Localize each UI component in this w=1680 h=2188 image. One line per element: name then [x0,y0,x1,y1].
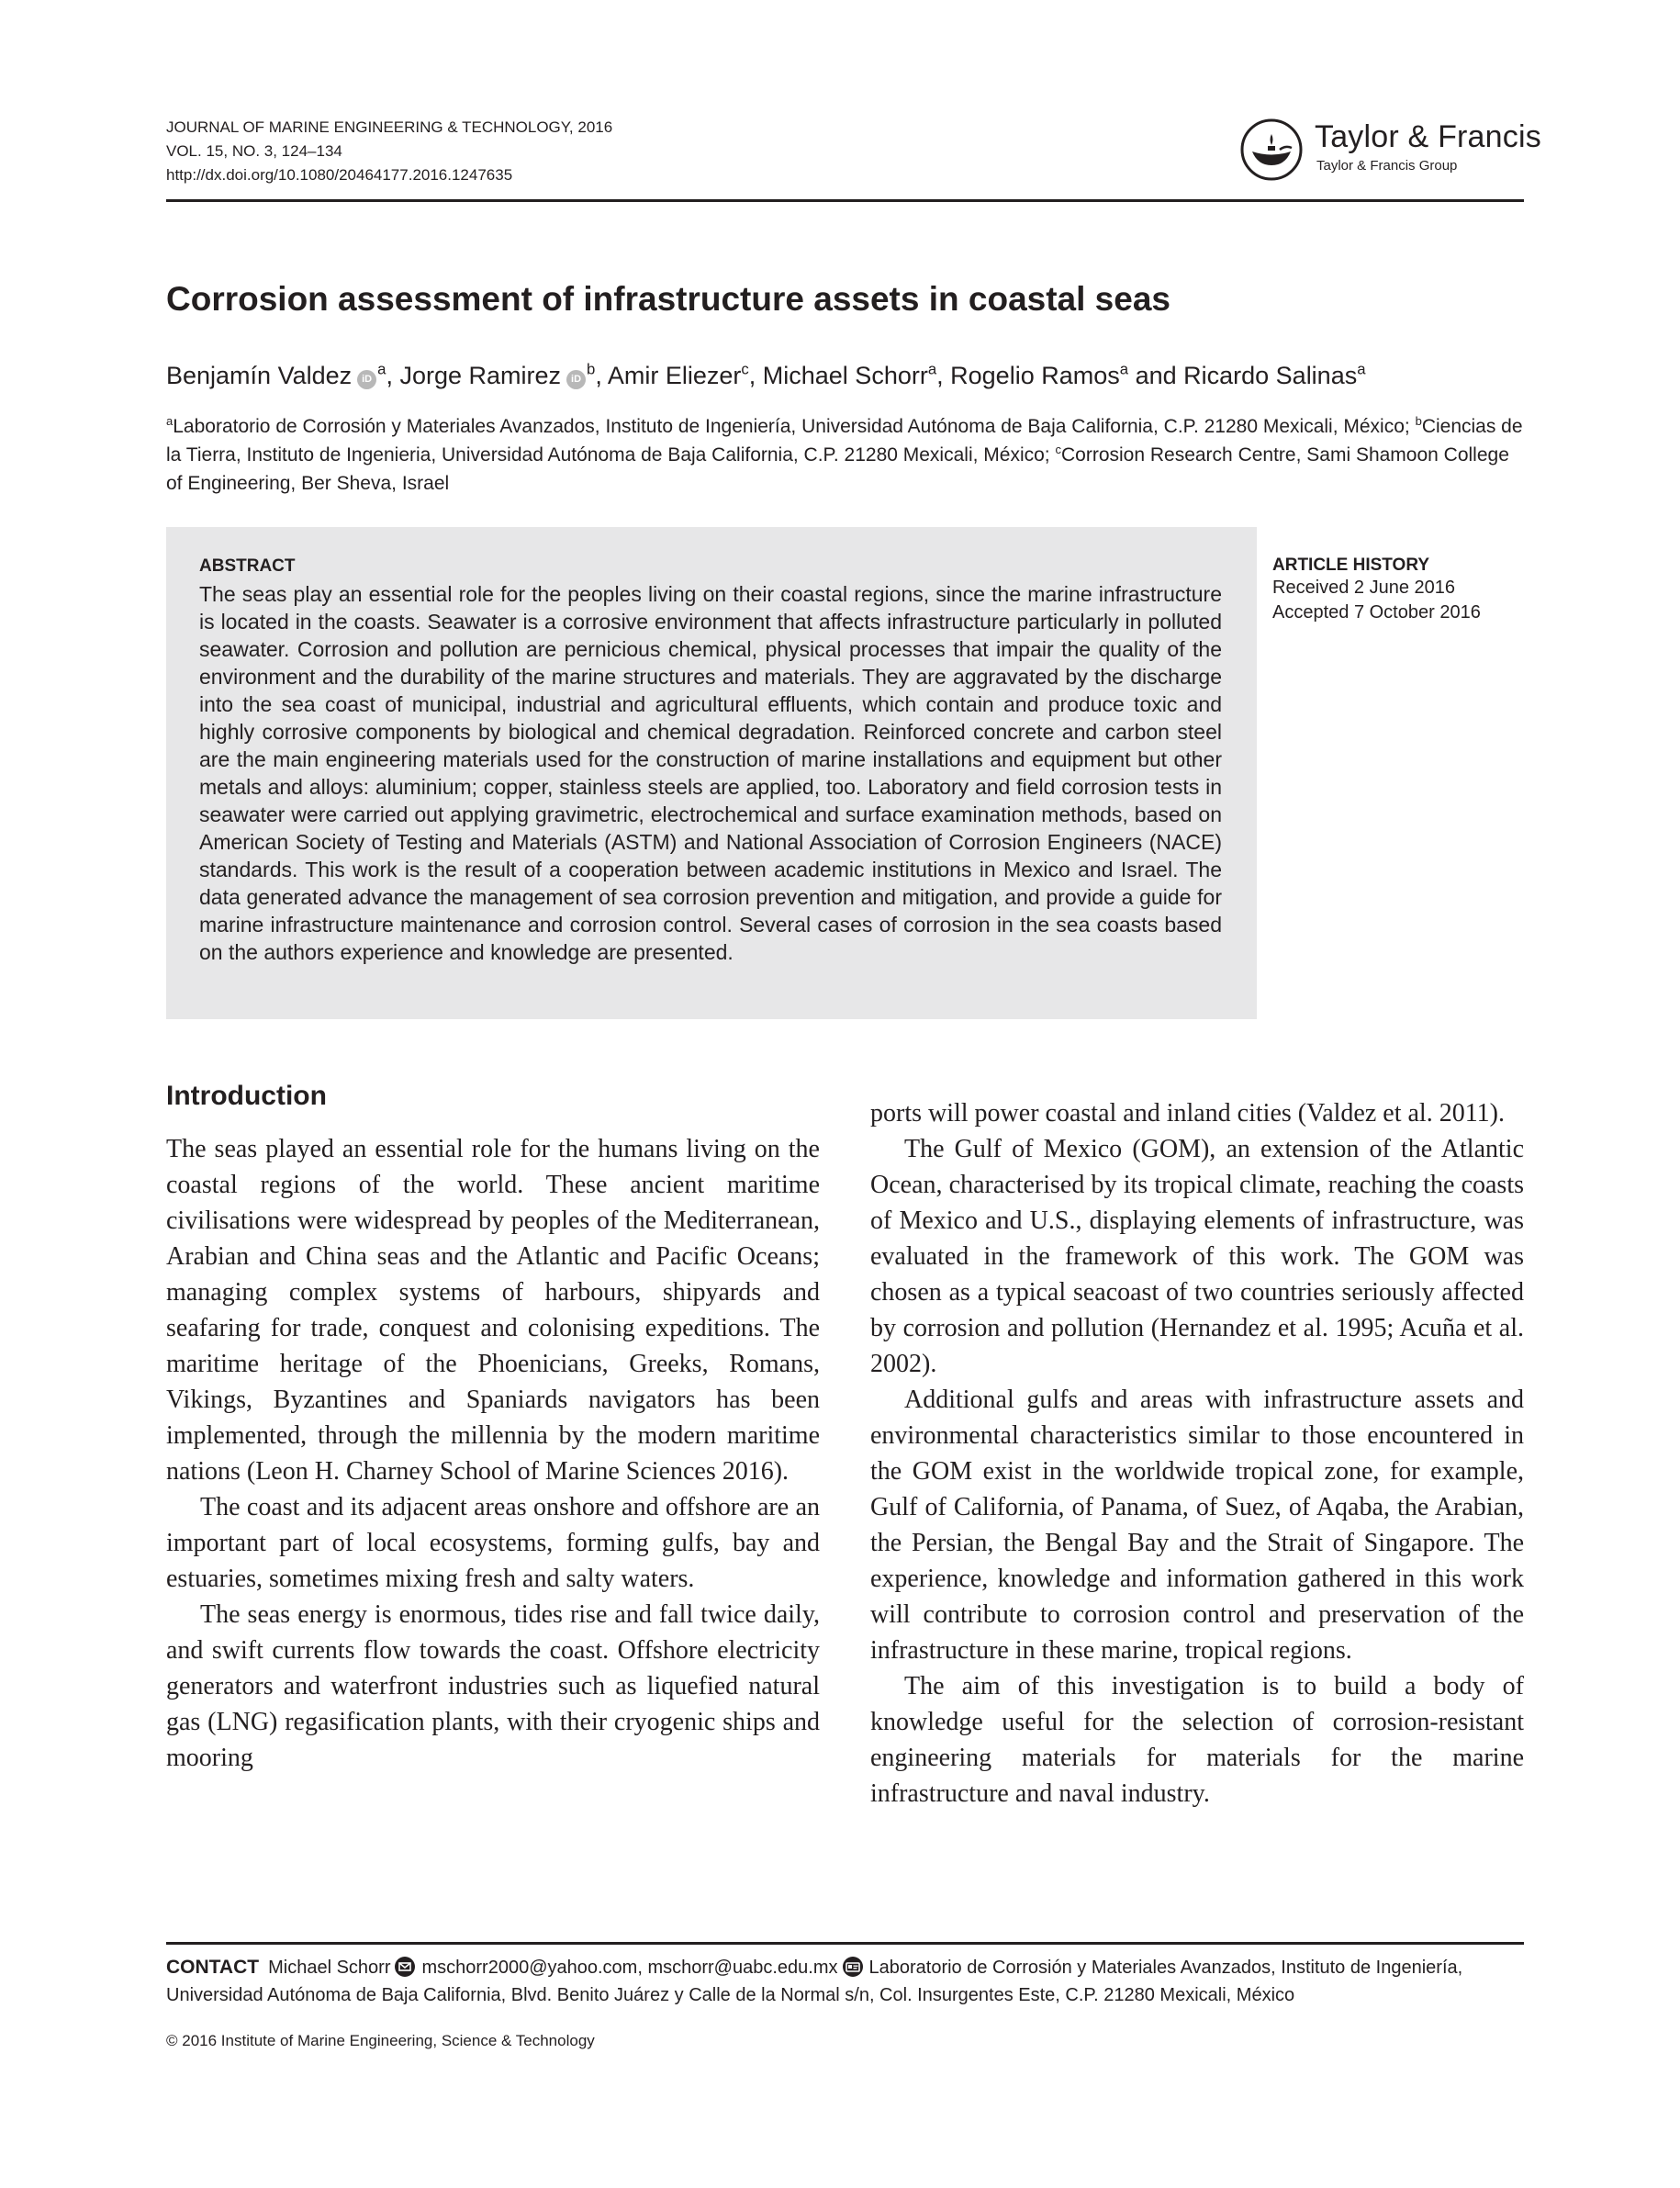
author: Rogelio Ramos$^a$ and [950,360,1184,389]
introduction-heading: Introduction [166,1081,327,1111]
body-column-left [166,1131,820,1776]
email-icon [394,1956,416,1978]
body-paragraph: The aim of this investigation is to build a body of knowledge useful for the selection of corrosion-resistant engineering materials for materials for the marine infrastructure and naval industry. [870,1672,1524,1808]
publisher-logo [1239,112,1541,185]
volume-info: VOL. 15, NO. 3, 124–134 [166,142,342,160]
affiliation: $^a$Laboratorio de Corrosión y Materiales Avanzados, Instituto de Ingeniería, Universidad Autónoma de Baja California, C.P. 21280 Mexicali, México; [166,413,1416,437]
publisher-group: Taylor & Francis Group [1316,158,1458,174]
orcid-icon[interactable]: iD [357,370,376,389]
contact-name: Michael Schorr [268,1958,391,1978]
body-paragraph: The Gulf of Mexico (GOM), an extension of the Atlantic Ocean, characterised by its tropical climate, reaching the coasts of Mexico and U.S., displaying elements of infrastructure, was evaluated in the framework of this work. The GOM was chosen as a typical seacoast of two countries seriously affected by corrosion and pollution (Hernandez et al. 1995; Acuña et al. 2002). [870,1135,1524,1378]
orcid-icon[interactable]: iD [566,370,586,389]
body-paragraph: Additional gulfs and areas with infrastructure assets and environmental characteristics similar to those encountered in the GOM exist in the worldwide tropical zone, for example, Gulf of California, of Panama, of Suez, of Aqaba, the Arabian, the Persian, the Bengal Bay and the Strait of Singapore. The experience, knowledge and information gathered in this work will contribute to corrosion control and preservation of the infrastructure in these marine, tropical regions. [870,1386,1524,1665]
body-paragraph: ports will power coastal and inland cities (Valdez et al. 2011). [870,1099,1505,1128]
author: Michael Schorr$^a$, [762,360,951,389]
contact-info [166,1954,1525,2009]
author-list [166,362,1366,390]
abstract-heading: ABSTRACT [199,556,296,576]
journal-name: JOURNAL OF MARINE ENGINEERING & TECHNOLOGY, 2016 [166,118,613,136]
abstract-box [166,527,1257,1019]
doi-link[interactable]: http://dx.doi.org/10.1080/20464177.2016.1247635 [166,166,513,184]
contact-divider [166,1942,1524,1945]
journal-info [166,116,612,187]
accepted-date: Accepted 7 October 2016 [1272,602,1481,623]
body-column-right [870,1095,1524,1812]
address-card-icon [842,1956,864,1978]
contact-label: CONTACT [166,1957,260,1978]
article-history [1272,555,1529,625]
affiliation: $^b$Ciencias de la Tierra, Instituto de Ingenieria, Universidad Autónoma de Baja California, C.P. 21280 Mexicali, México; [166,413,1523,466]
contact-emails[interactable]: mschorr2000@yahoo.com, mschorr@uabc.edu.mx [421,1958,838,1978]
author: Ricardo Salinas$^a$ [1183,360,1366,389]
publisher-name: Taylor & Francis [1315,119,1541,154]
contact-address: Laboratorio de Corrosión y Materiales Avanzados, Instituto de Ingeniería, Universidad Autónoma de Baja California, Blvd. Benito Juárez y Calle de la Normal s/n, Col. Insurgentes Este, C.P. 21280 Mexicali, México [166,1958,1463,2005]
author: Benjamín Valdez $iD^a$, [166,360,400,389]
body-paragraph: The seas energy is enormous, tides rise and fall twice daily, and swift currents flow towards the coast. Offshore electricity generators and waterfront industries such as liquefied natural gas (LNG) regasification plants, with their cryogenic ships and mooring [166,1600,820,1772]
article-history-heading: ARTICLE HISTORY [1272,555,1430,575]
lamp-logo-icon [1239,118,1304,182]
copyright-notice: © 2016 Institute of Marine Engineering, Science & Technology [166,2032,595,2049]
article-title: Corrosion assessment of infrastructure assets in coastal seas [166,280,1170,318]
abstract-text: The seas play an essential role for the peoples living on their coastal regions, since the marine infrastructure is located in the coasts. Seawater is a corrosive environment that affects infrastructure particularly in polluted seawater. Corrosion and pollution are pernicious chemical, physical processes that impair the quality of the environment and the durability of the marine structures and materials. They are aggravated by the discharge into the sea coast of municipal, industrial and agricultural effluents, which contain and produce toxic and highly corrosive components by biological and chemical degradation. Reinforced concrete and carbon steel are the main engineering materials used for the construction of marine installations and equipment but other metals and alloys: aluminium; copper, stainless steels are applied, too. Laboratory and field corrosion tests in seawater were carried out applying gravimetric, electrochemical and surface examination methods, based on American Society of Testing and Materials (ASTM) and National Association of Corrosion Engineers (NACE) standards. This work is the result of a cooperation between academic institutions in Mexico and Israel. The data generated advance the management of sea corrosion prevention and mitigation, and provide a guide for marine infrastructure maintenance and corrosion control. Several cases of corrosion in the sea coasts based on the authors experience and knowledge are presented. [199,582,1222,964]
header-divider [166,199,1524,202]
body-paragraph: The coast and its adjacent areas onshore and offshore are an important part of local ecosystems, forming gulfs, bay and estuaries, sometimes mixing fresh and salty waters. [166,1493,820,1593]
author: Jorge Ramirez $iD^b$, [399,360,608,389]
author: Amir Eliezer$^c$, [607,360,763,389]
affiliations [166,412,1525,498]
body-paragraph: The seas played an essential role for the humans living on the coastal regions of the world. These ancient maritime civilisations were widespread by peoples of the Mediterranean, Arabian and China seas and the Atlantic and Pacific Oceans; managing complex systems of harbours, shipyards and seafaring for trade, conquest and colonising expeditions. The maritime heritage of the Phoenicians, Greeks, Romans, Vikings, Byzantines and Spaniards navigators has been implemented, through the millennia by the modern maritime nations (Leon H. Charney School of Marine Sciences 2016). [166,1135,820,1486]
received-date: Received 2 June 2016 [1272,578,1456,598]
affiliation: $^c$Corrosion Research Centre, Sami Shamoon College of Engineering, Ber Sheva, Israel [166,442,1509,494]
